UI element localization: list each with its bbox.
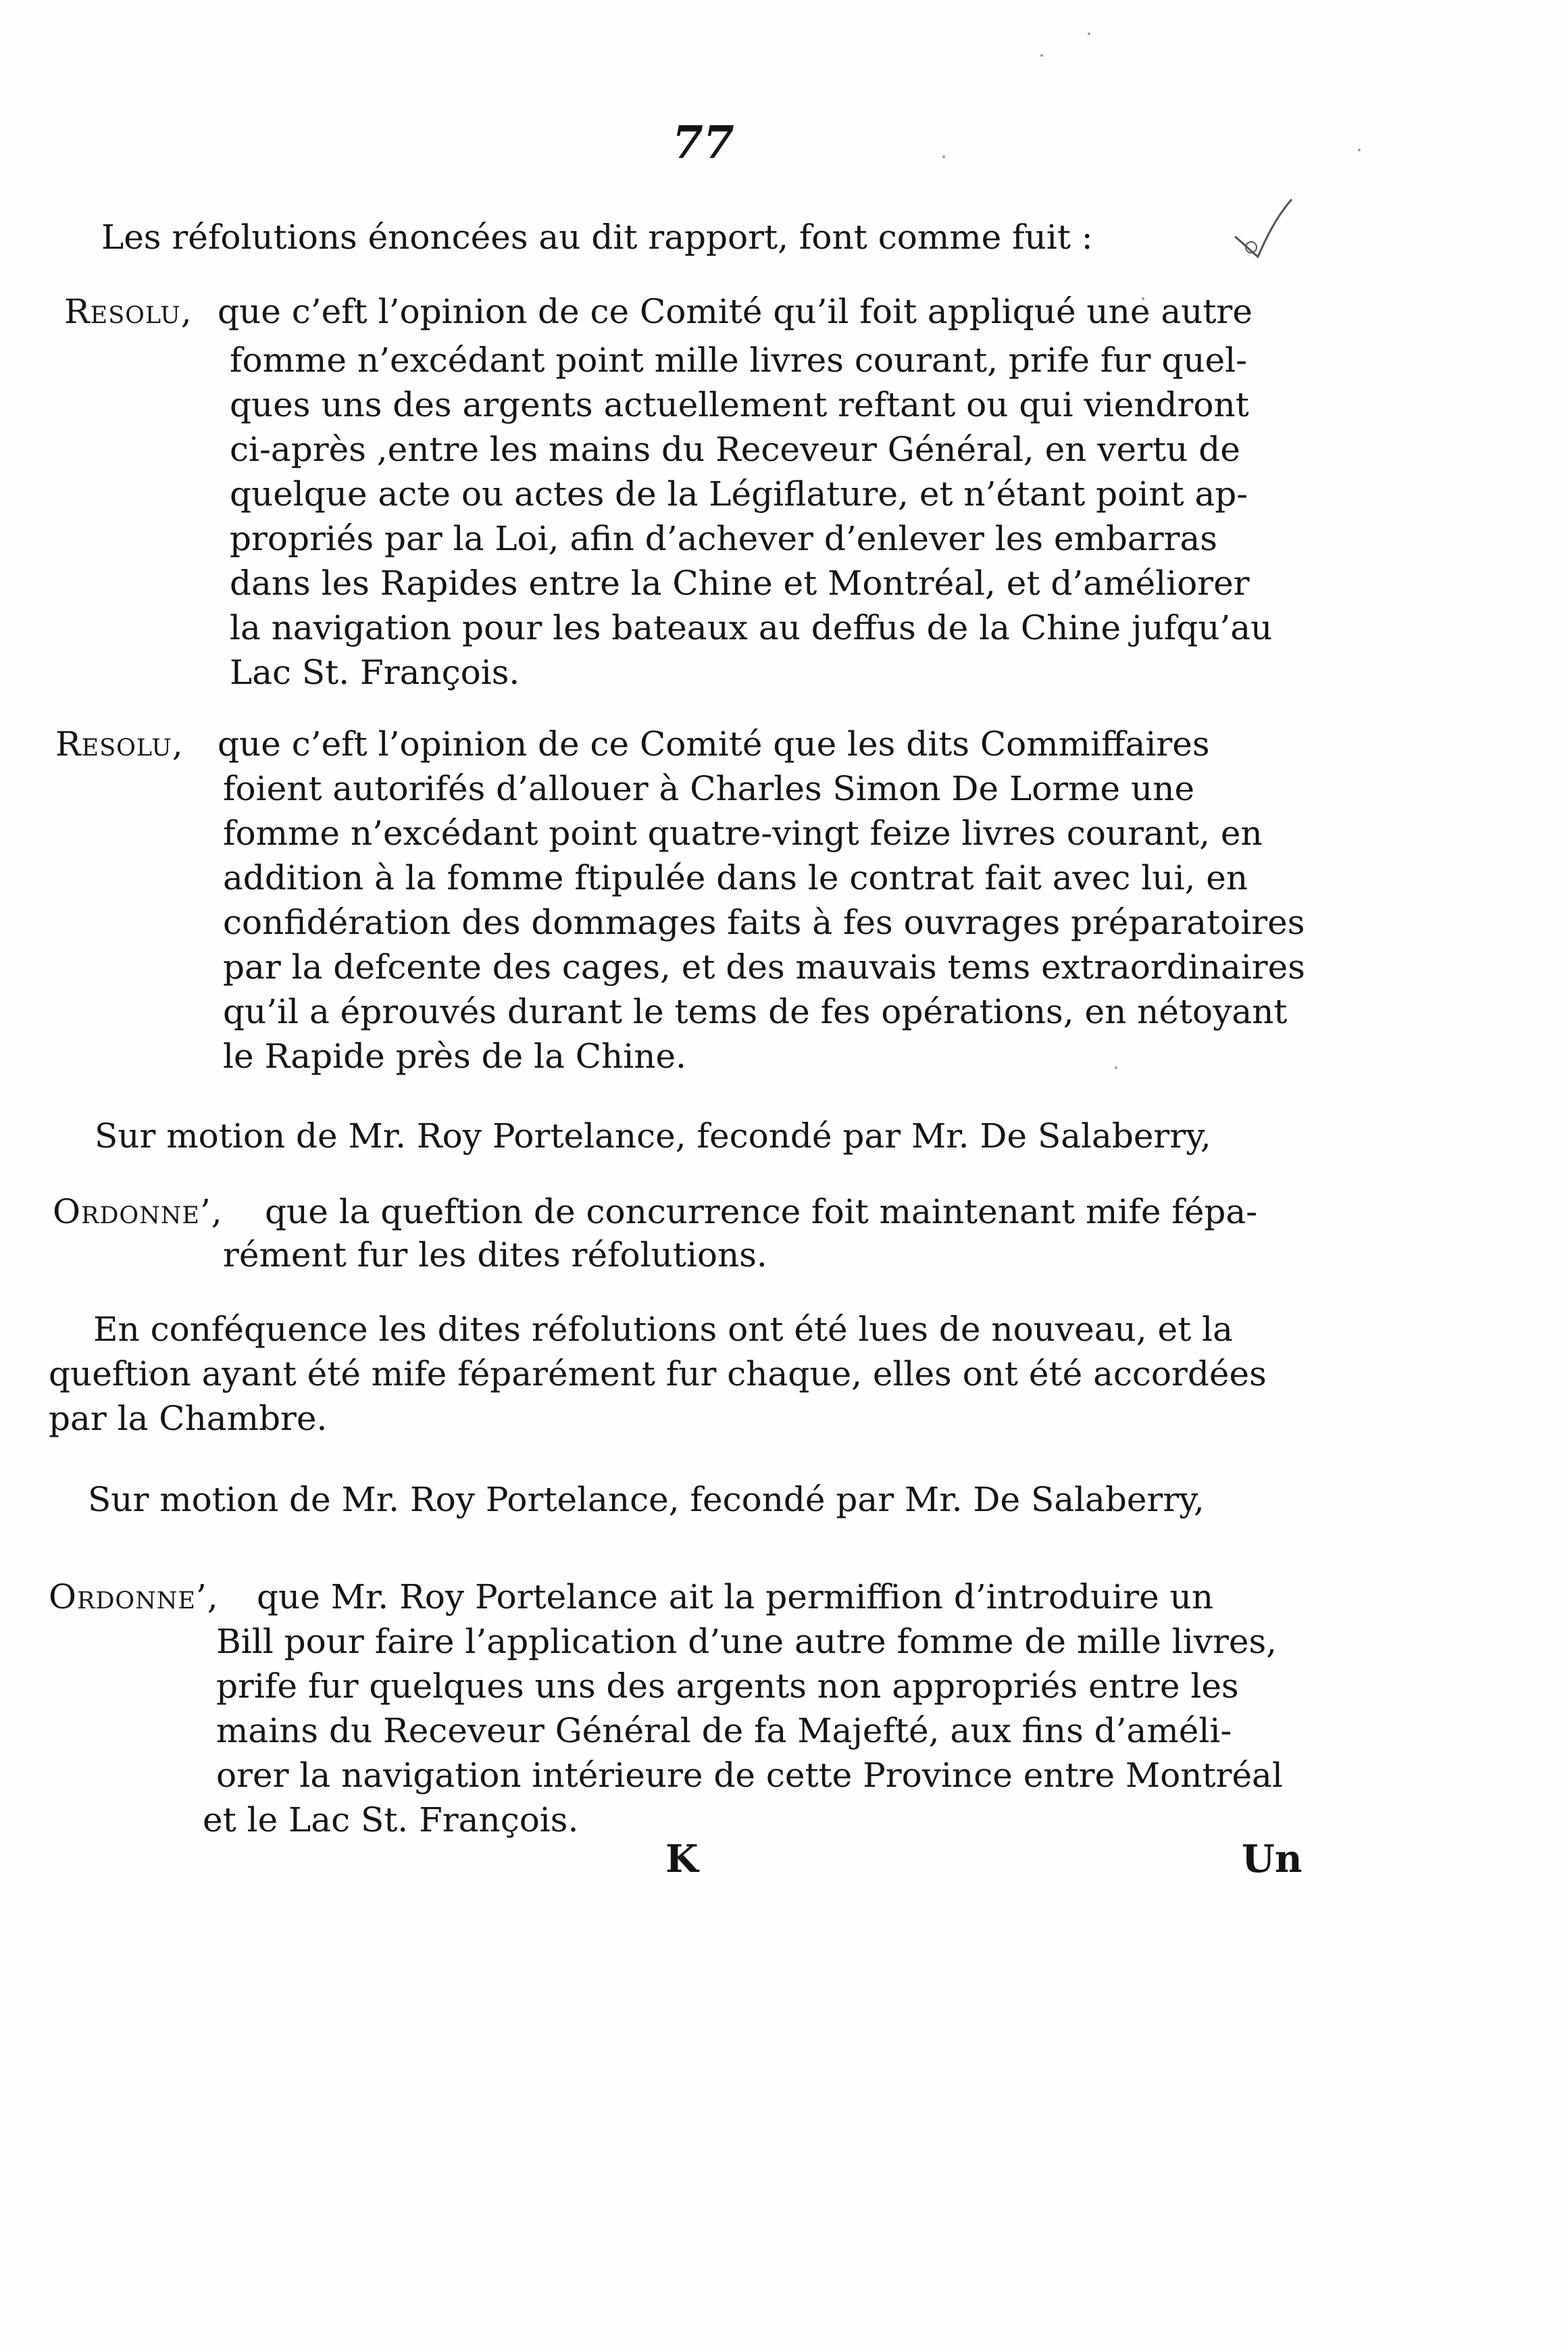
catchword: Un <box>1242 1837 1303 1881</box>
resolution-1-line: que c’eft l’opinion de ce Comité qu’il foit appliqué une autre <box>218 292 1253 331</box>
page-number: 77 <box>672 116 734 169</box>
resolution-1-line: ques uns des argents actuellement reftant ou qui viendront <box>230 385 1249 424</box>
pen-check-icon <box>1230 196 1297 270</box>
consequence-line: queftion ayant été mife féparément fur chaque, elles ont été accordées <box>49 1354 1267 1393</box>
resolution-1-line: Lac St. François. <box>230 653 520 692</box>
resolution-1-line: ci-après ,entre les mains du Receveur Général, en vertu de <box>230 430 1240 469</box>
resolution-1-line: la navigation pour les bateaux au deffus de la Chine jufqu’au <box>230 608 1273 647</box>
order-1-line: rément fur les dites réfolutions. <box>223 1235 767 1275</box>
order-2-line: orer la navigation intérieure de cette Province entre Montréal <box>216 1756 1283 1795</box>
speck-mark <box>1040 54 1043 57</box>
motion-2-line: Sur motion de Mr. Roy Portelance, fecondé par Mr. De Salaberry, <box>88 1480 1205 1519</box>
order-1-label: Ordonne’, <box>53 1192 223 1231</box>
speck-mark <box>942 155 945 158</box>
consequence-line: par la Chambre. <box>49 1399 328 1438</box>
resolution-1-line: dans les Rapides entre la Chine et Montréal, et d’améliorer <box>230 564 1250 603</box>
order-2-line: prife fur quelques uns des argents non appropriés entre les <box>216 1666 1239 1706</box>
resolution-2-line: le Rapide près de la Chine. <box>223 1037 686 1076</box>
order-2-line: Bill pour faire l’application d’une autre fomme de mille livres, <box>216 1622 1278 1661</box>
signature-mark: K <box>665 1837 699 1881</box>
resolution-2-line: que c’eft l’opinion de ce Comité que les dits Commiffaires <box>218 724 1210 764</box>
resolution-1-line: propriés par la Loi, afin d’achever d’enlever les embarras <box>230 519 1217 558</box>
resolution-2-line: foient autorifés d’allouer à Charles Simon De Lorme une <box>223 769 1195 808</box>
intro-line: Les réfolutions énoncées au dit rapport, font comme fuit : <box>101 218 1093 257</box>
resolution-2-line: qu’il a éprouvés durant le tems de fes opérations, en nétoyant <box>223 992 1288 1031</box>
resolution-2-line: confidération des dommages faits à fes ouvrages préparatoires <box>223 903 1305 942</box>
resolution-2-line: fomme n’excédant point quatre-vingt feize livres courant, en <box>223 814 1263 853</box>
order-2-line: que Mr. Roy Portelance ait la permiffion d’introduire un <box>257 1577 1214 1616</box>
speck-mark <box>1115 1066 1117 1069</box>
motion-1-line: Sur motion de Mr. Roy Portelance, fecondé par Mr. De Salaberry, <box>95 1116 1211 1156</box>
speck-mark <box>1358 149 1361 151</box>
resolution-2-line: par la defcente des cages, et des mauvais tems extraordinaires <box>223 947 1305 987</box>
resolution-1-line: quelque acte ou actes de la Légiflature, et n’étant point ap- <box>230 474 1248 514</box>
speck-mark <box>1088 32 1090 35</box>
resolution-2-label: Resolu, <box>55 724 184 764</box>
resolution-2-line: addition à la fomme ftipulée dans le contrat fait avec lui, en <box>223 858 1248 897</box>
consequence-line: En conféquence les dites réfolutions ont été lues de nouveau, et la <box>93 1310 1233 1349</box>
resolution-1-line: fomme n’excédant point mille livres courant, prife fur quel- <box>230 341 1248 380</box>
order-2-label: Ordonne’, <box>49 1577 219 1616</box>
order-2-line: et le Lac St. François. <box>203 1800 579 1839</box>
order-1-line: que la queftion de concurrence foit maintenant mife fépa- <box>265 1192 1258 1231</box>
order-2-line: mains du Receveur Général de fa Majefté, aux fins d’améli- <box>216 1711 1232 1750</box>
resolution-1-label: Resolu, <box>64 292 193 331</box>
